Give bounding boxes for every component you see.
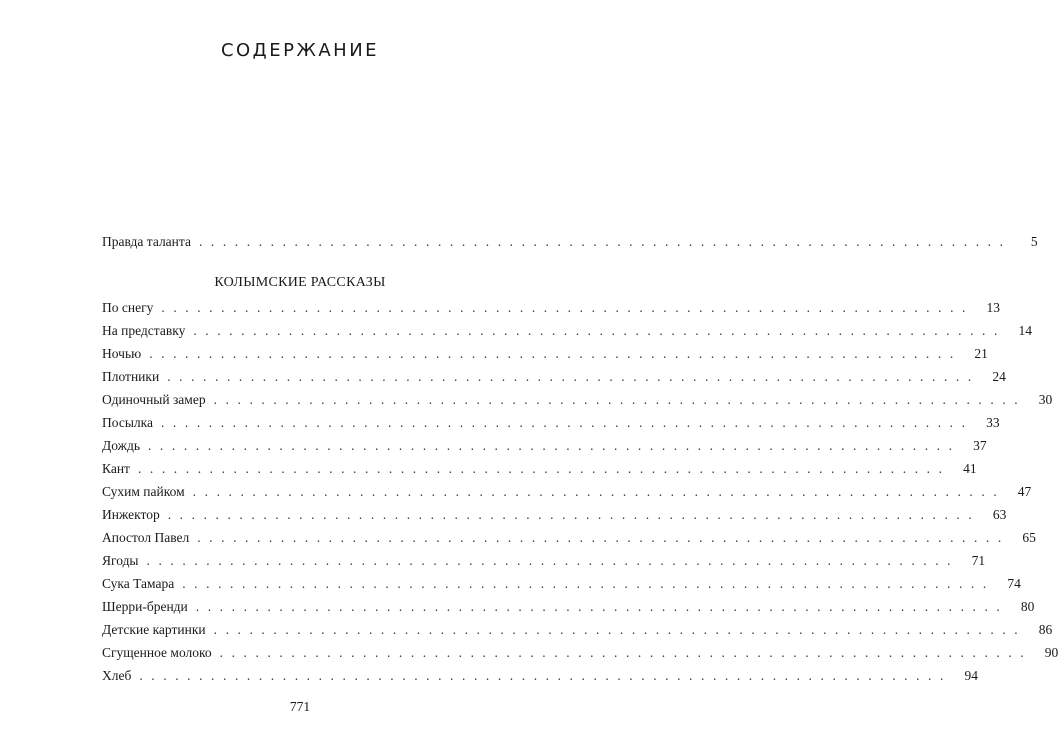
leader-dots: . . . . . . . . . . . . . . . . . . . . . . . . . . . . . . . . . . . . . . . . . . . . . . . . . . . . . . . . . . . . . . . . . . . .: [182, 576, 989, 591]
toc-entry: [102, 620, 1053, 640]
toc-entry-page: 13: [986, 300, 1000, 315]
leader-dots: . . . . . . . . . . . . . . . . . . . . . . . . . . . . . . . . . . . . . . . . . . . . . . . . . . . . . . . . . . . . . . . . . . . .: [193, 323, 1000, 338]
toc-entry-page: 33: [986, 415, 1000, 430]
leader-dots: . . . . . . . . . . . . . . . . . . . . . . . . . . . . . . . . . . . . . . . . . . . . . . . . . . . . . . . . . . . . . . . . . . . .: [146, 553, 954, 568]
toc-entry-label: Сгущенное молоко: [102, 645, 212, 660]
toc-entry-label: Апостол Павел: [102, 530, 190, 545]
toc-entry-page: 24: [992, 369, 1006, 384]
toc-entry: [102, 298, 1000, 318]
toc-entry-label: Ночью: [102, 346, 142, 361]
toc-entry: [102, 321, 1032, 341]
toc-entry-intro: [102, 232, 1038, 252]
toc-entry-page: 86: [1038, 622, 1053, 637]
section-heading: КОЛЫМСКИЕ РАССКАЗЫ: [214, 275, 386, 290]
toc-entry-label: Дождь: [102, 438, 140, 453]
page-number: 771: [289, 699, 311, 714]
leader-dots: . . . . . . . . . . . . . . . . . . . . . . . . . . . . . . . . . . . . . . . . . . . . . . . . . . . . . . . . . . . . . . . . . . . .: [213, 622, 1021, 637]
toc-entry-page: 80: [1020, 599, 1035, 614]
toc-entry-page: 74: [1007, 576, 1021, 591]
toc-entry-label: Ягоды: [102, 553, 139, 568]
toc-entry-label: Одиночный замер: [102, 392, 206, 407]
toc-entry: [102, 390, 1053, 410]
toc-entry: [102, 666, 978, 686]
toc-entry: [102, 551, 986, 571]
leader-dots: . . . . . . . . . . . . . . . . . . . . . . . . . . . . . . . . . . . . . . . . . . . . . . . . . . . . . . . . . . . . . . . . . . . .: [160, 415, 968, 430]
toc-entry-label: Инжектор: [102, 507, 160, 522]
leader-dots: . . . . . . . . . . . . . . . . . . . . . . . . . . . . . . . . . . . . . . . . . . . . . . . . . . . . . . . . . . . . . . . . . . . .: [161, 300, 968, 315]
toc-entry: [102, 367, 1006, 387]
toc-entry-page: 37: [973, 438, 987, 453]
toc-entry-label: Плотники: [102, 369, 160, 384]
toc-entry-page: 5: [1030, 234, 1038, 249]
leader-dots: . . . . . . . . . . . . . . . . . . . . . . . . . . . . . . . . . . . . . . . . . . . . . . . . . . . . . . . . . . . . . . . . . . . .: [147, 438, 955, 453]
toc-entry-page: 41: [963, 461, 977, 476]
toc-entry-page: 30: [1038, 392, 1053, 407]
toc-entry: [102, 528, 1036, 548]
toc-entry: [102, 597, 1035, 617]
leader-dots: . . . . . . . . . . . . . . . . . . . . . . . . . . . . . . . . . . . . . . . . . . . . . . . . . . . . . . . . . . . . . . . . . . . .: [149, 346, 956, 361]
toc-entry-label: Посылка: [102, 415, 153, 430]
leader-dots: . . . . . . . . . . . . . . . . . . . . . . . . . . . . . . . . . . . . . . . . . . . . . . . . . . . . . . . . . . . . . . . . . . . .: [192, 484, 1000, 499]
leader-dots: . . . . . . . . . . . . . . . . . . . . . . . . . . . . . . . . . . . . . . . . . . . . . . . . . . . . . . . . . . . . . . . . . . . .: [137, 461, 945, 476]
toc-entry: [102, 574, 1021, 594]
toc-entry-label: Шерри-бренди: [102, 599, 188, 614]
toc-entry-page: 47: [1017, 484, 1032, 499]
leader-dots: . . . . . . . . . . . . . . . . . . . . . . . . . . . . . . . . . . . . . . . . . . . . . . . . . . . . . . . . . . . . . . . . . . . .: [219, 645, 1027, 660]
leader-dots: . . . . . . . . . . . . . . . . . . . . . . . . . . . . . . . . . . . . . . . . . . . . . . . . . . . . . . . . . . . . . . . . . . . .: [195, 599, 1003, 614]
leader-dots: . . . . . . . . . . . . . . . . . . . . . . . . . . . . . . . . . . . . . . . . . . . . . . . . . . . . . . . . . . . . . . . . . . . .: [167, 507, 975, 522]
toc-entry-page: 90: [1044, 645, 1058, 660]
toc-entry: [102, 505, 1007, 525]
toc-entry: [102, 459, 977, 479]
toc-entry-page: 14: [1018, 323, 1032, 338]
toc-entry-page: 65: [1022, 530, 1036, 545]
leader-dots: . . . . . . . . . . . . . . . . . . . . . . . . . . . . . . . . . . . . . . . . . . . . . . . . . . . . . . . . . . . . . . . . . . . .: [198, 234, 1006, 249]
toc-entry-label: Сухим пайком: [102, 484, 185, 499]
toc-entry: [102, 344, 988, 364]
leader-dots: . . . . . . . . . . . . . . . . . . . . . . . . . . . . . . . . . . . . . . . . . . . . . . . . . . . . . . . . . . . . . . . . . . . .: [213, 392, 1021, 407]
toc-entry-label: На представку: [102, 323, 186, 338]
toc-entry-label: Сука Тамара: [102, 576, 175, 591]
toc-entry-label: Правда таланта: [102, 234, 191, 249]
toc-entry: [102, 436, 987, 456]
toc-entry-page: 21: [974, 346, 988, 361]
toc-entry-page: 63: [992, 507, 1007, 522]
toc-entry: [102, 482, 1032, 502]
toc-entry-page: 71: [971, 553, 986, 568]
leader-dots: . . . . . . . . . . . . . . . . . . . . . . . . . . . . . . . . . . . . . . . . . . . . . . . . . . . . . . . . . . . . . . . . . . . .: [197, 530, 1004, 545]
toc-entry: [102, 643, 1058, 663]
toc-entry-label: По снегу: [102, 300, 154, 315]
leader-dots: . . . . . . . . . . . . . . . . . . . . . . . . . . . . . . . . . . . . . . . . . . . . . . . . . . . . . . . . . . . . . . . . . . . .: [167, 369, 974, 384]
toc-entry: [102, 413, 1000, 433]
toc-entry-page: 94: [964, 668, 978, 683]
leader-dots: . . . . . . . . . . . . . . . . . . . . . . . . . . . . . . . . . . . . . . . . . . . . . . . . . . . . . . . . . . . . . . . . . . . .: [139, 668, 946, 683]
page-title: СОДЕРЖАНИЕ: [220, 40, 380, 61]
toc-entry-label: Детские картинки: [102, 622, 206, 637]
toc-entry-label: Хлеб: [102, 668, 132, 683]
toc-entry-label: Кант: [102, 461, 130, 476]
